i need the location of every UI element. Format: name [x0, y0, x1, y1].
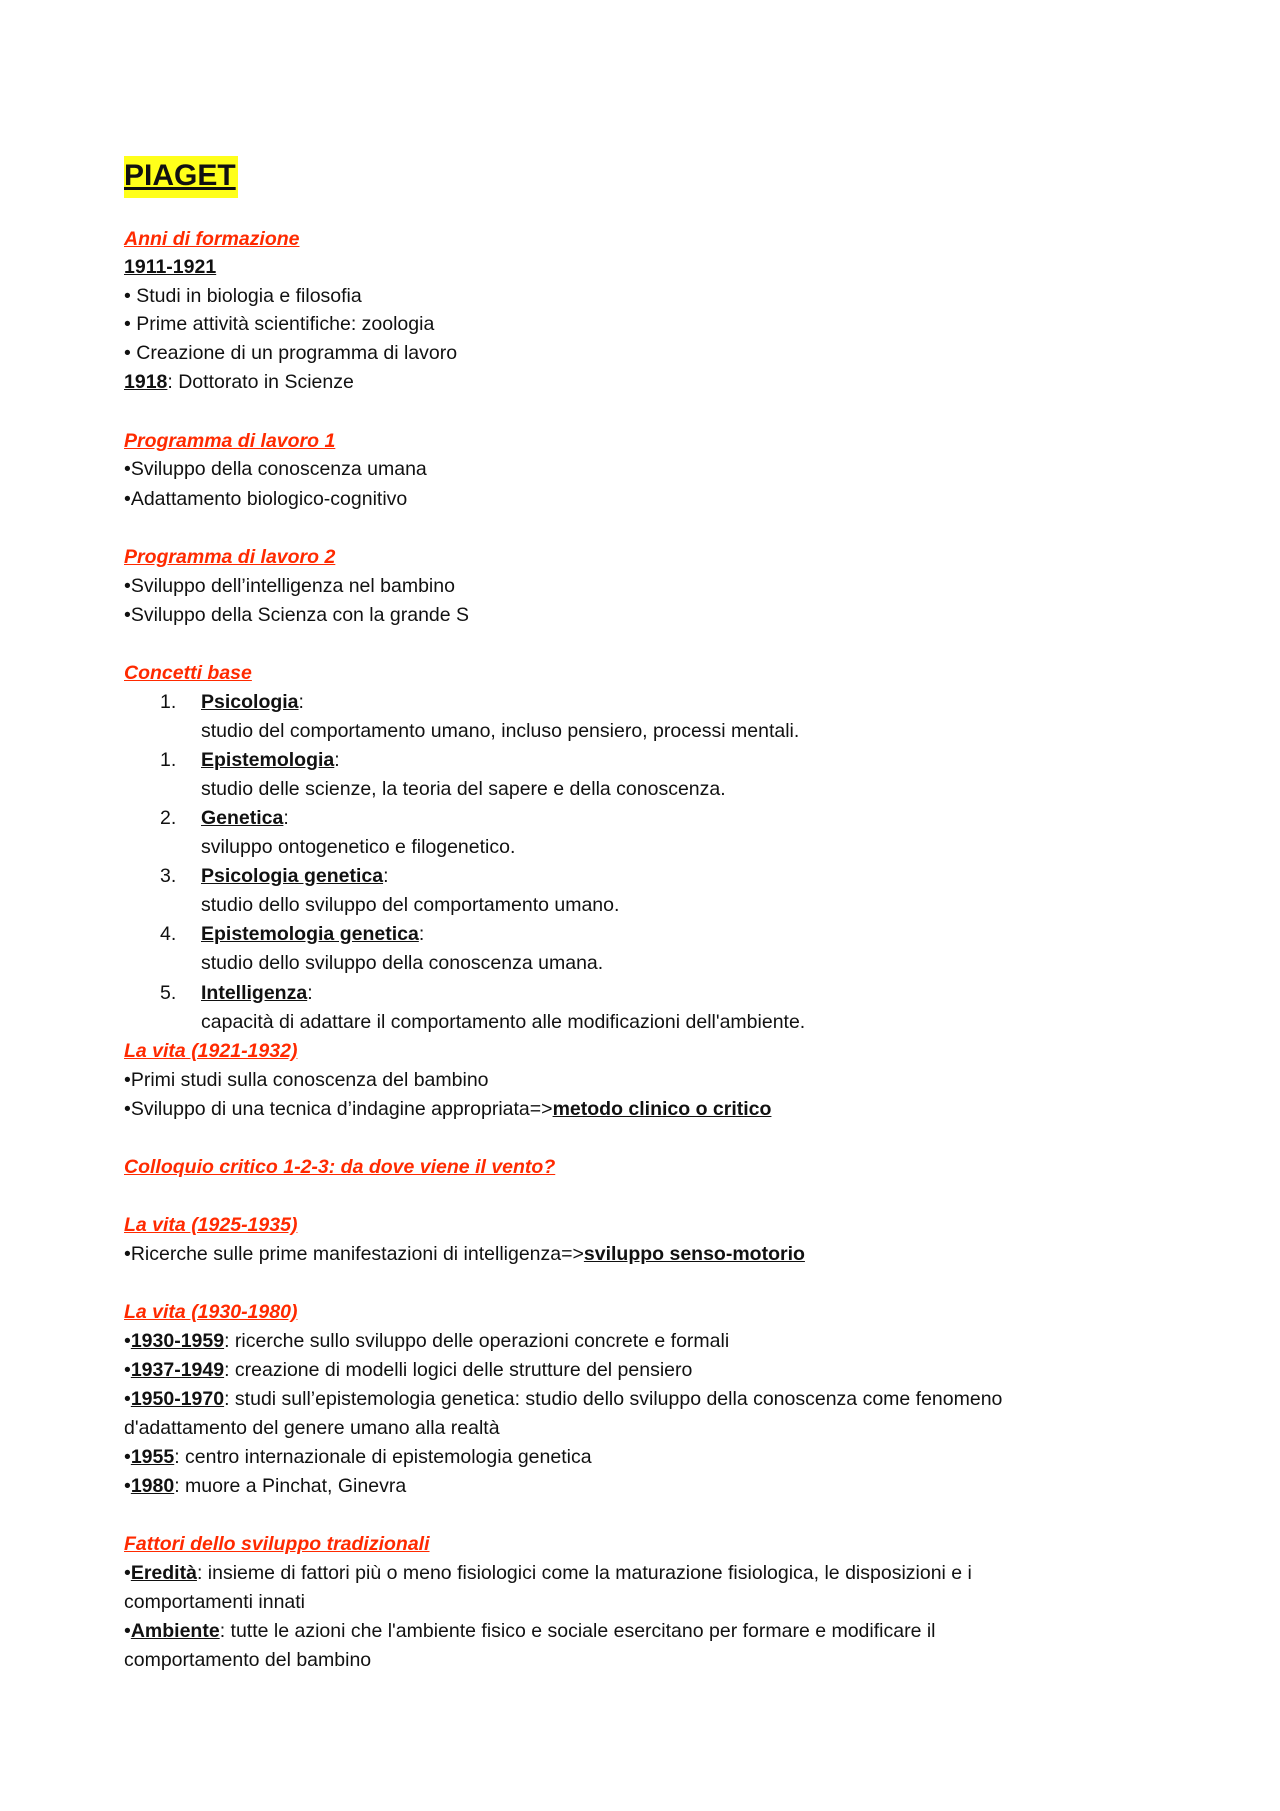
concept-term: Epistemologia genetica: — [201, 923, 425, 945]
section-heading-fattori: Fattori dello sviluppo tradizionali — [124, 1533, 430, 1555]
bullet: • — [124, 1446, 131, 1468]
section-heading-vita-1930: La vita (1930-1980) — [124, 1301, 298, 1323]
concept-term: Intelligenza: — [201, 982, 313, 1004]
list-item — [124, 1328, 729, 1354]
year-label: 1937-1949 — [130, 1359, 225, 1381]
bullet: • — [124, 1475, 131, 1497]
year-label: 1955 — [130, 1446, 175, 1468]
section-heading-colloquio: Colloquio critico 1-2-3: da dove viene il vento? — [124, 1156, 556, 1178]
concept-desc: studio dello sviluppo della conoscenza umana. — [201, 952, 604, 974]
list-item: • Creazione di un programma di lavoro — [124, 342, 458, 364]
term-label: Epistemologia genetica — [201, 923, 419, 945]
term-label: Genetica — [201, 807, 284, 829]
section-heading-formazione: Anni di formazione — [124, 228, 300, 250]
concept-desc: capacità di adattare il comportamento alle modificazioni dell'ambiente. — [201, 1011, 806, 1033]
concept-desc: sviluppo ontogenetico e filogenetico. — [201, 836, 516, 858]
list-item-continuation: comportamenti innati — [124, 1591, 306, 1613]
list-item: •Primi studi sulla conoscenza del bambino — [124, 1069, 489, 1091]
term-label: Psicologia genetica — [201, 865, 384, 887]
list-item — [124, 1444, 592, 1470]
term-label: Intelligenza — [201, 982, 308, 1004]
concept-term: Epistemologia: — [201, 749, 340, 771]
year-label: 1918 — [124, 371, 168, 393]
section-heading-concetti-base: Concetti base — [124, 662, 252, 684]
term-label: Epistemologia — [201, 749, 335, 771]
list-item: •Sviluppo della Scienza con la grande S — [124, 604, 470, 626]
list-number: 1. — [160, 749, 177, 771]
list-item-continuation: comportamento del bambino — [124, 1649, 372, 1671]
list-item — [124, 369, 354, 395]
list-item: •Adattamento biologico-cognitivo — [124, 488, 408, 510]
list-item-text: : studi sull’epistemologia genetica: studio dello sviluppo della conoscenza come fenomeno — [224, 1388, 1003, 1410]
list-item-text: : centro internazionale di epistemologia genetica — [174, 1446, 592, 1468]
list-item-text: : muore a Pinchat, Ginevra — [174, 1475, 407, 1497]
term-label: metodo clinico o critico — [552, 1098, 772, 1120]
bullet: • — [124, 1330, 131, 1352]
list-number: 5. — [160, 982, 177, 1004]
list-number: 2. — [160, 807, 177, 829]
list-number: 3. — [160, 865, 177, 887]
list-item: • Prime attività scientifiche: zoologia — [124, 313, 435, 335]
list-item: •Sviluppo della conoscenza umana — [124, 458, 427, 480]
list-item — [124, 1560, 972, 1586]
term-label: sviluppo senso-motorio — [583, 1243, 805, 1265]
term-label: Psicologia — [201, 691, 299, 713]
list-item — [124, 1473, 406, 1499]
bullet: • — [124, 1359, 131, 1381]
list-item — [124, 1386, 1002, 1412]
list-item: • Studi in biologia e filosofia — [124, 285, 362, 307]
section-heading-vita-1921: La vita (1921-1932) — [124, 1040, 298, 1062]
list-item-text: : ricerche sullo sviluppo delle operazioni concrete e formali — [224, 1330, 730, 1352]
concept-desc: studio del comportamento umano, incluso pensiero, processi mentali. — [201, 720, 800, 742]
list-item-text: : creazione di modelli logici delle strutture del pensiero — [224, 1359, 693, 1381]
list-item — [124, 1241, 805, 1267]
page-title: PIAGET — [124, 156, 238, 198]
list-item — [124, 1357, 692, 1383]
list-item — [124, 1096, 771, 1122]
period-label: 1911-1921 — [124, 256, 217, 278]
list-item — [124, 1618, 936, 1644]
list-item-text: : Dottorato in Scienze — [167, 371, 354, 393]
section-heading-programma-1: Programma di lavoro 1 — [124, 430, 336, 452]
bullet: • — [124, 1388, 131, 1410]
section-heading-vita-1925: La vita (1925-1935) — [124, 1214, 298, 1236]
bullet: • — [124, 1562, 131, 1584]
list-item-text: : tutte le azioni che l'ambiente fisico e sociale esercitano per formare e modificare il — [219, 1620, 936, 1642]
concept-desc: studio delle scienze, la teoria del sapere e della conoscenza. — [201, 778, 726, 800]
year-label: 1930-1959 — [130, 1330, 225, 1352]
term-label: Ambiente — [130, 1620, 220, 1642]
list-number: 4. — [160, 923, 177, 945]
bullet: • — [124, 1620, 131, 1642]
term-label: Eredità — [130, 1562, 197, 1584]
section-heading-programma-2: Programma di lavoro 2 — [124, 546, 336, 568]
list-item-continuation: d'adattamento del genere umano alla realtà — [124, 1417, 500, 1439]
list-item: •Sviluppo dell’intelligenza nel bambino — [124, 575, 455, 597]
list-item-text: : insieme di fattori più o meno fisiologici come la maturazione fisiologica, le disposizioni e i — [196, 1562, 972, 1584]
list-number: 1. — [160, 691, 177, 713]
list-item-text: •Ricerche sulle prime manifestazioni di intelligenza=> — [124, 1243, 584, 1265]
concept-term: Psicologia: — [201, 691, 304, 713]
list-item-text: •Sviluppo di una tecnica d’indagine appropriata=> — [124, 1098, 553, 1120]
concept-term: Genetica: — [201, 807, 289, 829]
year-label: 1980 — [130, 1475, 175, 1497]
concept-desc: studio dello sviluppo del comportamento umano. — [201, 894, 620, 916]
concept-term: Psicologia genetica: — [201, 865, 389, 887]
year-label: 1950-1970 — [130, 1388, 225, 1410]
